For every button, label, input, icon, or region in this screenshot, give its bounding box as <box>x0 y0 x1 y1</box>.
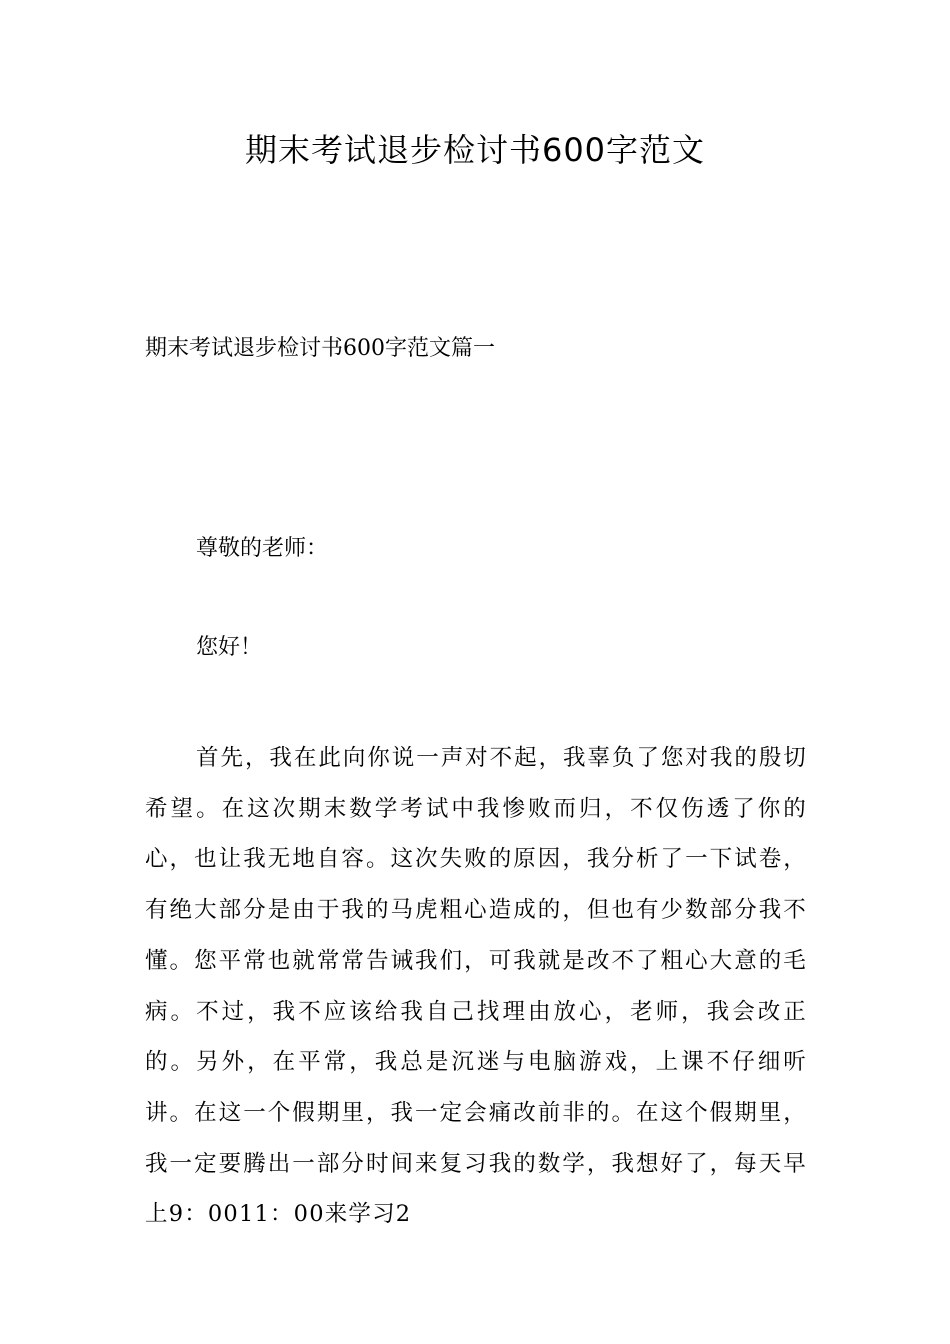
salutation: 尊敬的老师： <box>196 536 329 561</box>
document-title: 期末考试退步检讨书600字范文 <box>244 131 706 169</box>
greeting: 您好！ <box>196 635 263 660</box>
body-paragraph: 首先，我在此向你说一声对不起，我辜负了您对我的殷切希望。在这次期末数学考试中我惨败而归，不仅伤透了你的心，也让我无地自容。这次失败的原因，我分析了一下试卷，有绝大部分是由于我的马虎粗心造成的，但也有少数部分我不懂。您平常也就常常告诫我们，可我就是改不了粗心大意的毛病。不过，我不应该给我自己找理由放心，老师，我会改正的。另外，在平常，我总是沉迷与电脑游戏，上课不仔细听讲。在这一个假期里，我一定会痛改前非的。在这个假期里，我一定要腾出一部分时间来复习我的数学，我想好了，每天早上9：0011：00来学习2 <box>145 745 807 1228</box>
section-heading: 期末考试退步检讨书600字范文篇一 <box>145 336 495 361</box>
